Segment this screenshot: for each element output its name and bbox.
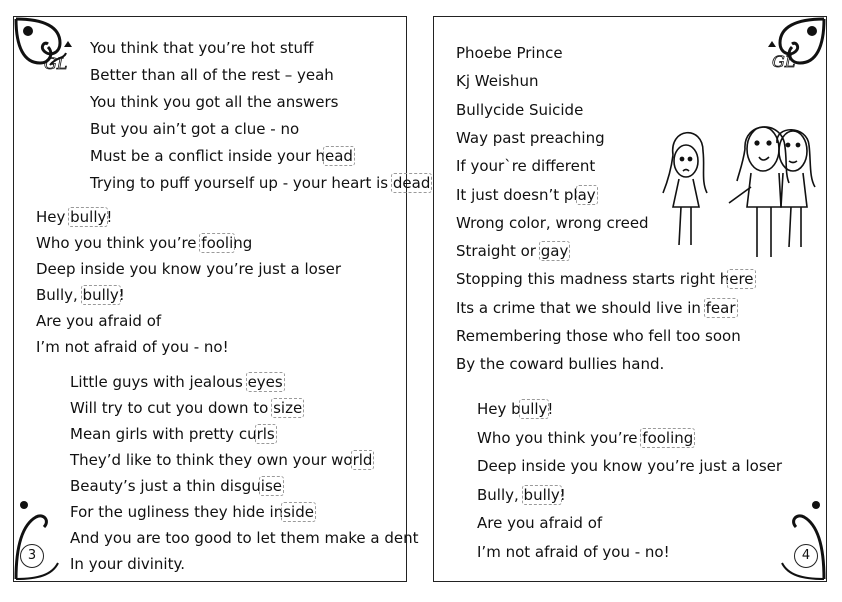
lyric-text: ! xyxy=(118,286,125,304)
lyric-text: Little guys with jealous xyxy=(70,373,248,391)
highlighted-text: ay xyxy=(577,185,596,204)
lyric-text: Bully, xyxy=(36,286,83,304)
lyric-text: ! xyxy=(106,208,113,226)
svg-text:GL: GL xyxy=(44,54,68,73)
page-number: 3 xyxy=(20,544,44,568)
lyric-line xyxy=(456,355,664,373)
highlighted-text: bully xyxy=(70,208,107,226)
lyric-text: If your`re different xyxy=(456,157,596,176)
highlighted-text: gay xyxy=(540,242,569,261)
lyric-text: Kj Weishun xyxy=(456,72,539,91)
lyric-line xyxy=(456,214,649,232)
highlighted-text: fooling xyxy=(642,428,694,447)
right-page xyxy=(433,16,827,582)
corner-flourish-icon xyxy=(14,497,78,581)
highlighted-text: ise xyxy=(260,477,283,495)
lyric-line xyxy=(456,72,538,90)
highlighted-text: rld xyxy=(352,451,373,469)
lyric-text: ! xyxy=(559,485,566,504)
lyric-line xyxy=(70,555,185,573)
lyric-text: Bully, xyxy=(477,485,524,504)
highlighted-text: fear xyxy=(705,298,736,317)
highlighted-text: size xyxy=(273,399,303,417)
lyric-text: You think you got all the answers xyxy=(90,93,339,111)
lyric-line xyxy=(36,260,341,278)
lyric-text: Better than all of the rest – yeah xyxy=(90,66,334,84)
monogram-icon xyxy=(44,41,72,73)
highlighted-text: rls xyxy=(256,425,275,443)
highlighted-text: fooli xyxy=(201,234,234,252)
lyric-text: Straight or xyxy=(456,242,541,261)
lyric-line xyxy=(90,120,299,138)
lyric-text: For the ugliness they hide in xyxy=(70,503,284,521)
lyric-text: Phoebe Prince xyxy=(456,44,563,62)
lyric-line xyxy=(456,299,736,317)
highlighted-text: eyes xyxy=(247,373,283,391)
lyric-line xyxy=(477,400,553,418)
lyric-text: Wrong color, wrong creed xyxy=(456,213,649,232)
lyric-text: Are you afraid of xyxy=(477,514,603,532)
lyric-line xyxy=(456,327,741,345)
lyric-text: In your divinity. xyxy=(70,555,185,573)
highlighted-text: ead xyxy=(325,147,353,165)
lyric-line xyxy=(477,514,602,532)
lyric-text: ! xyxy=(547,400,554,418)
lyric-line xyxy=(477,457,782,475)
lyric-line xyxy=(70,399,302,417)
lyric-text: But you ain’t got a clue - no xyxy=(90,120,300,138)
lyric-line xyxy=(70,529,419,547)
lyric-line xyxy=(36,234,252,252)
lyric-text: They’d like to think they own your wo xyxy=(70,451,353,469)
left-page xyxy=(13,16,431,582)
lyric-text: Who you think you’re xyxy=(477,428,643,447)
lyric-text: I’m not afraid of you - no! xyxy=(36,338,229,356)
lyric-line xyxy=(36,312,161,330)
highlighted-text: dead xyxy=(392,174,431,192)
lyric-text: Mean girls with pretty cu xyxy=(70,425,257,443)
lyric-text: ng xyxy=(233,234,253,252)
lyric-text: Who you think you’re xyxy=(36,234,202,252)
lyric-line xyxy=(70,425,275,443)
lyric-text: It just doesn’t pl xyxy=(456,185,578,204)
lyric-text: By the coward bullies hand. xyxy=(456,355,665,374)
lyric-text: Beauty’s just a thin disgu xyxy=(70,477,261,495)
lyric-line xyxy=(70,451,372,469)
lyric-line xyxy=(36,208,112,226)
lyric-text: Are you afraid of xyxy=(36,312,162,330)
lyric-text: Its a crime that we should live in xyxy=(456,298,706,317)
lyric-line xyxy=(456,186,596,204)
corner-flourish-icon xyxy=(762,17,826,77)
lyric-line xyxy=(36,286,125,304)
lyric-line xyxy=(70,477,282,495)
lyric-line xyxy=(456,270,754,288)
lyric-line xyxy=(456,101,583,119)
highlighted-text: ere xyxy=(729,270,754,289)
lyric-line xyxy=(70,373,283,391)
lyric-line xyxy=(456,129,605,147)
corner-flourish-icon xyxy=(14,17,78,77)
lyric-line xyxy=(90,93,339,111)
monogram-icon: GL xyxy=(772,52,796,71)
lyric-line xyxy=(36,338,229,356)
lyric-text: And you are too good to let them make a dent xyxy=(70,529,419,547)
page-number: 4 xyxy=(794,544,818,568)
lyric-line xyxy=(90,66,334,84)
lyric-line xyxy=(90,147,353,165)
lyric-text: I’m not afraid of you - no! xyxy=(477,542,670,561)
lyric-text: Hey xyxy=(36,208,71,226)
lyric-text: Stopping this madness starts right h xyxy=(456,270,730,289)
lyric-text: Way past preaching xyxy=(456,128,605,147)
lyric-line xyxy=(90,174,430,192)
corner-flourish-icon xyxy=(762,497,826,581)
lyric-line xyxy=(477,543,670,561)
lyric-text: Trying to puff yourself up - your heart is xyxy=(90,174,393,192)
lyric-text: Will try to cut you down to xyxy=(70,399,274,417)
highlighted-text: ully xyxy=(520,400,548,418)
highlighted-text: side xyxy=(283,503,314,521)
lyric-line xyxy=(477,429,693,447)
lyric-text: Must be a conflict inside your h xyxy=(90,147,326,165)
lyric-line xyxy=(70,503,314,521)
lyric-line xyxy=(456,157,595,175)
lyric-text: Hey b xyxy=(477,400,521,418)
girls-illustration-icon xyxy=(659,107,829,257)
lyric-text: You think that you’re hot stuff xyxy=(90,39,314,57)
lyric-text: Deep inside you know you’re just a loser xyxy=(477,457,783,475)
lyric-line xyxy=(477,486,566,504)
highlighted-text: bully xyxy=(82,286,119,304)
lyric-text: Bullycide Suicide xyxy=(456,100,584,119)
lyric-line xyxy=(456,242,568,260)
lyric-text: Remembering those who fell too soon xyxy=(456,327,741,345)
lyric-text: Deep inside you know you’re just a loser xyxy=(36,260,342,278)
highlighted-text: bully xyxy=(523,485,560,504)
lyric-line xyxy=(456,44,563,62)
lyric-line xyxy=(90,39,313,57)
